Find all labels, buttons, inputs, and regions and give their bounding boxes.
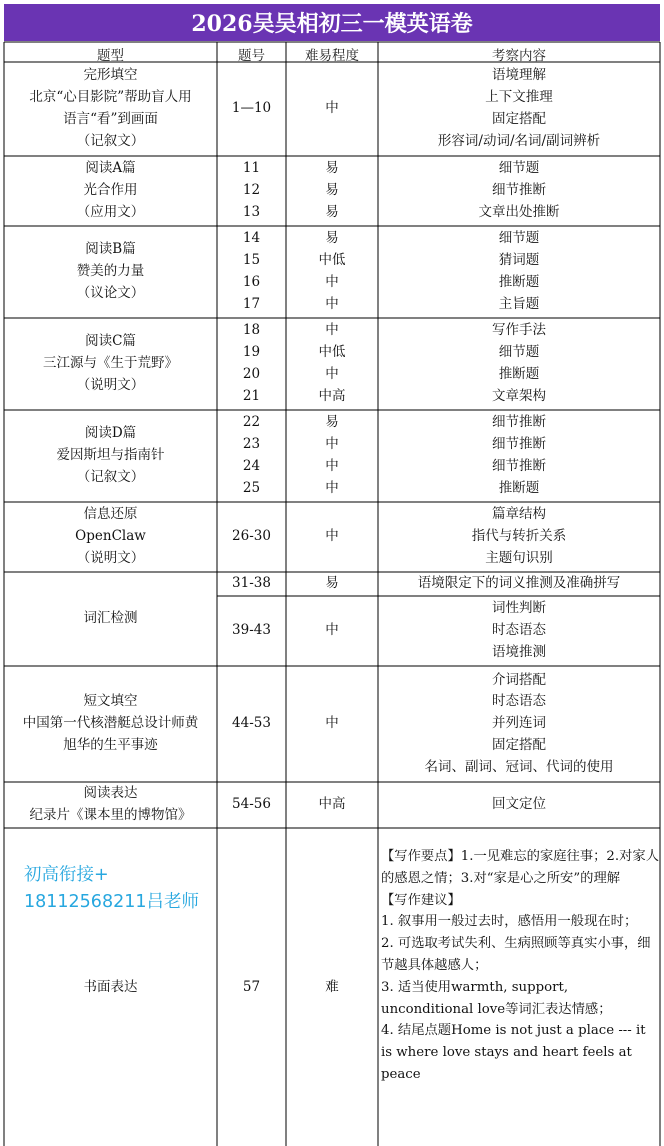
difficulty-level: 中	[325, 715, 339, 732]
content-item: 推断题	[498, 479, 540, 496]
content-item: 上下文推理	[485, 89, 553, 106]
content-item: 名词、副词、冠词、代词的使用	[424, 758, 614, 775]
row-cloze-number	[217, 62, 286, 156]
row-vocab-sub1-difficulty	[286, 572, 378, 596]
difficulty-level: 中低	[318, 344, 346, 361]
question-number: 15	[242, 252, 261, 269]
type-line: 短文填空	[83, 693, 138, 710]
header-content: 考察内容	[492, 48, 546, 64]
writing-points: 【写作要点】1.一见难忘的家庭往事；2.对家人的感恩之情；3.对“家是心之所安”的理解	[381, 849, 660, 886]
content-item: 语境理解	[492, 67, 546, 84]
row-vocab-sub2-difficulty	[286, 596, 378, 666]
type-line: （说明文）	[76, 549, 145, 566]
content-item: 细节推断	[492, 436, 546, 453]
content-item: 写作手法	[492, 322, 546, 339]
question-number: 17	[242, 295, 261, 312]
difficulty-level: 中低	[318, 252, 346, 269]
difficulty-level: 中	[325, 622, 339, 639]
question-number: 54-56	[232, 796, 271, 813]
difficulty-level: 中	[325, 100, 339, 117]
difficulty-level: 难	[325, 979, 339, 996]
row-reading-c-type	[4, 318, 217, 410]
type-line: 阅读D篇	[84, 425, 137, 442]
row-cloze-type	[4, 62, 217, 156]
type-line: 赞美的力量	[76, 263, 145, 280]
difficulty-level: 中	[325, 322, 339, 339]
row-reading-a-content	[378, 156, 660, 226]
sheet-title: 2026吴吴相初三一模英语卷	[4, 4, 660, 41]
row-writing-number	[217, 960, 286, 1016]
writing-suggestion: 4. 结尾点题Home is not just a place --- it is where love stays and heart feels at peace	[381, 1023, 646, 1082]
content-item: 篇章结构	[492, 506, 546, 523]
type-line: （应用文）	[76, 203, 145, 220]
type-line: 爱因斯坦与指南针	[56, 447, 165, 464]
question-number: 31-38	[232, 575, 271, 592]
content-item: 细节推断	[492, 414, 546, 431]
row-reading-c-difficulty	[286, 318, 378, 410]
question-number: 14	[242, 230, 261, 247]
row-info-restore-type	[4, 502, 217, 572]
row-vocab-sub2-content	[378, 596, 660, 666]
content-item: 语境推测	[492, 643, 546, 660]
difficulty-level: 易	[325, 160, 339, 177]
content-item: 推断题	[498, 366, 540, 382]
row-reading-b-content	[378, 226, 660, 318]
question-number: 11	[242, 160, 261, 177]
type-line: （记叙文）	[76, 468, 145, 485]
type-line: 纪录片《课本里的博物馆》	[29, 807, 192, 823]
question-number: 16	[242, 274, 261, 290]
row-info-restore-number	[217, 502, 286, 572]
row-cloze-difficulty	[286, 62, 378, 156]
row-vocab-sub1-number	[217, 572, 286, 596]
content-item: 词性判断	[492, 600, 546, 617]
row-info-restore-content	[378, 502, 660, 572]
type-line: 阅读C篇	[85, 333, 136, 350]
difficulty-level: 中	[325, 528, 339, 545]
content-item: 文章出处推断	[478, 203, 560, 220]
content-item: 并列连词	[492, 715, 546, 732]
content-item: 时态语态	[492, 622, 546, 639]
row-reading-expression-type	[4, 782, 217, 828]
header-type: 题型	[97, 48, 124, 64]
row-reading-a-type	[4, 156, 217, 226]
type-line: 完形填空	[83, 67, 138, 84]
header-difficulty: 难易程度	[305, 48, 359, 64]
promo-line: 18112568211吕老师	[24, 892, 199, 912]
row-passage-fill-type	[4, 666, 217, 782]
row-writing-content	[381, 846, 659, 1086]
question-number: 23	[242, 436, 261, 453]
row-reading-a-number	[217, 156, 286, 226]
difficulty-level: 中	[325, 274, 339, 290]
difficulty-level: 中高	[318, 796, 346, 813]
row-vocab-sub2-number	[217, 596, 286, 666]
question-number: 19	[242, 344, 261, 361]
difficulty-level: 易	[325, 414, 339, 431]
question-number: 44-53	[232, 715, 271, 732]
type-line: 信息还原	[83, 506, 138, 523]
row-passage-fill-content	[378, 666, 660, 782]
promo-line: 初高衔接+	[24, 865, 109, 885]
type-line: 阅读A篇	[85, 160, 136, 177]
content-item: 细节题	[498, 230, 540, 247]
promo-text	[24, 862, 199, 916]
difficulty-level: 中	[325, 366, 339, 382]
writing-suggestion: 2. 可选取考试失利、生病照顾等真实小事，细节越具体越感人；	[381, 936, 651, 973]
header-number: 题号	[238, 48, 265, 64]
content-item: 语境限定下的词义推测及准确拼写	[417, 575, 621, 592]
row-reading-b-type	[4, 226, 217, 318]
difficulty-level: 易	[325, 203, 339, 220]
question-number: 24	[242, 458, 261, 474]
difficulty-level: 易	[325, 182, 339, 199]
type-line: 阅读B篇	[85, 241, 136, 258]
content-item: 推断题	[498, 274, 540, 290]
content-item: 细节推断	[492, 458, 546, 474]
row-reading-expression-number	[217, 782, 286, 828]
content-item: 回文定位	[492, 796, 546, 813]
type-line: 旭华的生平事迹	[63, 736, 158, 753]
content-item: 猜词题	[498, 252, 540, 269]
type-line: 词汇检测	[83, 610, 138, 627]
type-line: （说明文）	[76, 376, 145, 393]
row-reading-b-number	[217, 226, 286, 318]
question-number: 26-30	[232, 528, 271, 545]
row-reading-a-difficulty	[286, 156, 378, 226]
row-vocab-type	[4, 572, 217, 666]
content-item: 指代与转折关系	[471, 528, 567, 545]
question-number: 20	[242, 366, 261, 382]
row-writing-difficulty	[286, 960, 378, 1016]
question-number: 57	[242, 979, 261, 996]
row-reading-d-difficulty	[286, 410, 378, 502]
content-item: 细节题	[498, 160, 540, 177]
row-reading-expression-difficulty	[286, 782, 378, 828]
difficulty-level: 中高	[318, 387, 346, 404]
content-item: 固定搭配	[492, 111, 546, 127]
type-line: OpenClaw	[75, 528, 146, 545]
content-item: 时态语态	[492, 693, 546, 710]
content-item: 主旨题	[498, 295, 540, 312]
writing-suggestion: 3. 适当使用warmth, support, unconditional love等词汇表达情感；	[381, 979, 612, 1017]
row-reading-d-type	[4, 410, 217, 502]
question-number: 1—10	[231, 100, 272, 117]
content-item: 主题句识别	[485, 549, 553, 566]
question-number: 18	[242, 322, 261, 339]
type-line: 书面表达	[83, 979, 138, 996]
type-line: 北京“心目影院”帮助盲人用	[29, 89, 192, 106]
row-reading-b-difficulty	[286, 226, 378, 318]
writing-suggestion: 1. 叙事用一般过去时，感悟用一般现在时；	[381, 914, 638, 930]
row-info-restore-difficulty	[286, 502, 378, 572]
writing-suggestion-heading: 【写作建议】	[381, 892, 461, 908]
difficulty-level: 中	[325, 458, 339, 474]
question-number: 39-43	[232, 622, 271, 639]
difficulty-level: 易	[325, 230, 339, 247]
content-item: 细节题	[498, 344, 540, 361]
difficulty-level: 中	[325, 479, 339, 496]
row-reading-expression-content	[378, 782, 660, 828]
type-line: 光合作用	[83, 182, 138, 199]
content-item: 细节推断	[492, 182, 546, 199]
type-line: 中国第一代核潜艇总设计师黄	[22, 715, 199, 732]
content-item: 形容词/动词/名词/副词辨析	[437, 132, 601, 149]
question-number: 25	[242, 479, 261, 496]
row-vocab-sub1-content	[378, 572, 660, 596]
row-reading-c-content	[378, 318, 660, 410]
row-writing-type	[4, 960, 217, 1016]
question-number: 21	[242, 387, 261, 404]
row-reading-c-number	[217, 318, 286, 410]
row-cloze-content	[378, 62, 660, 156]
row-passage-fill-difficulty	[286, 666, 378, 782]
type-line: （议论文）	[76, 284, 145, 301]
content-item: 介词搭配	[492, 671, 546, 688]
question-number: 13	[242, 203, 261, 220]
type-line: 阅读表达	[83, 785, 138, 802]
content-item: 固定搭配	[492, 736, 546, 753]
row-passage-fill-number	[217, 666, 286, 782]
difficulty-level: 中	[325, 436, 339, 453]
type-line: （记叙文）	[76, 132, 145, 149]
question-number: 22	[242, 414, 261, 431]
difficulty-level: 易	[325, 575, 339, 592]
content-item: 文章架构	[492, 387, 546, 404]
row-reading-d-content	[378, 410, 660, 502]
question-number: 12	[242, 182, 261, 199]
difficulty-level: 中	[325, 295, 339, 312]
type-line: 三江源与《生于荒野》	[43, 355, 178, 372]
type-line: 语言“看”到画面	[63, 111, 158, 127]
row-reading-d-number	[217, 410, 286, 502]
